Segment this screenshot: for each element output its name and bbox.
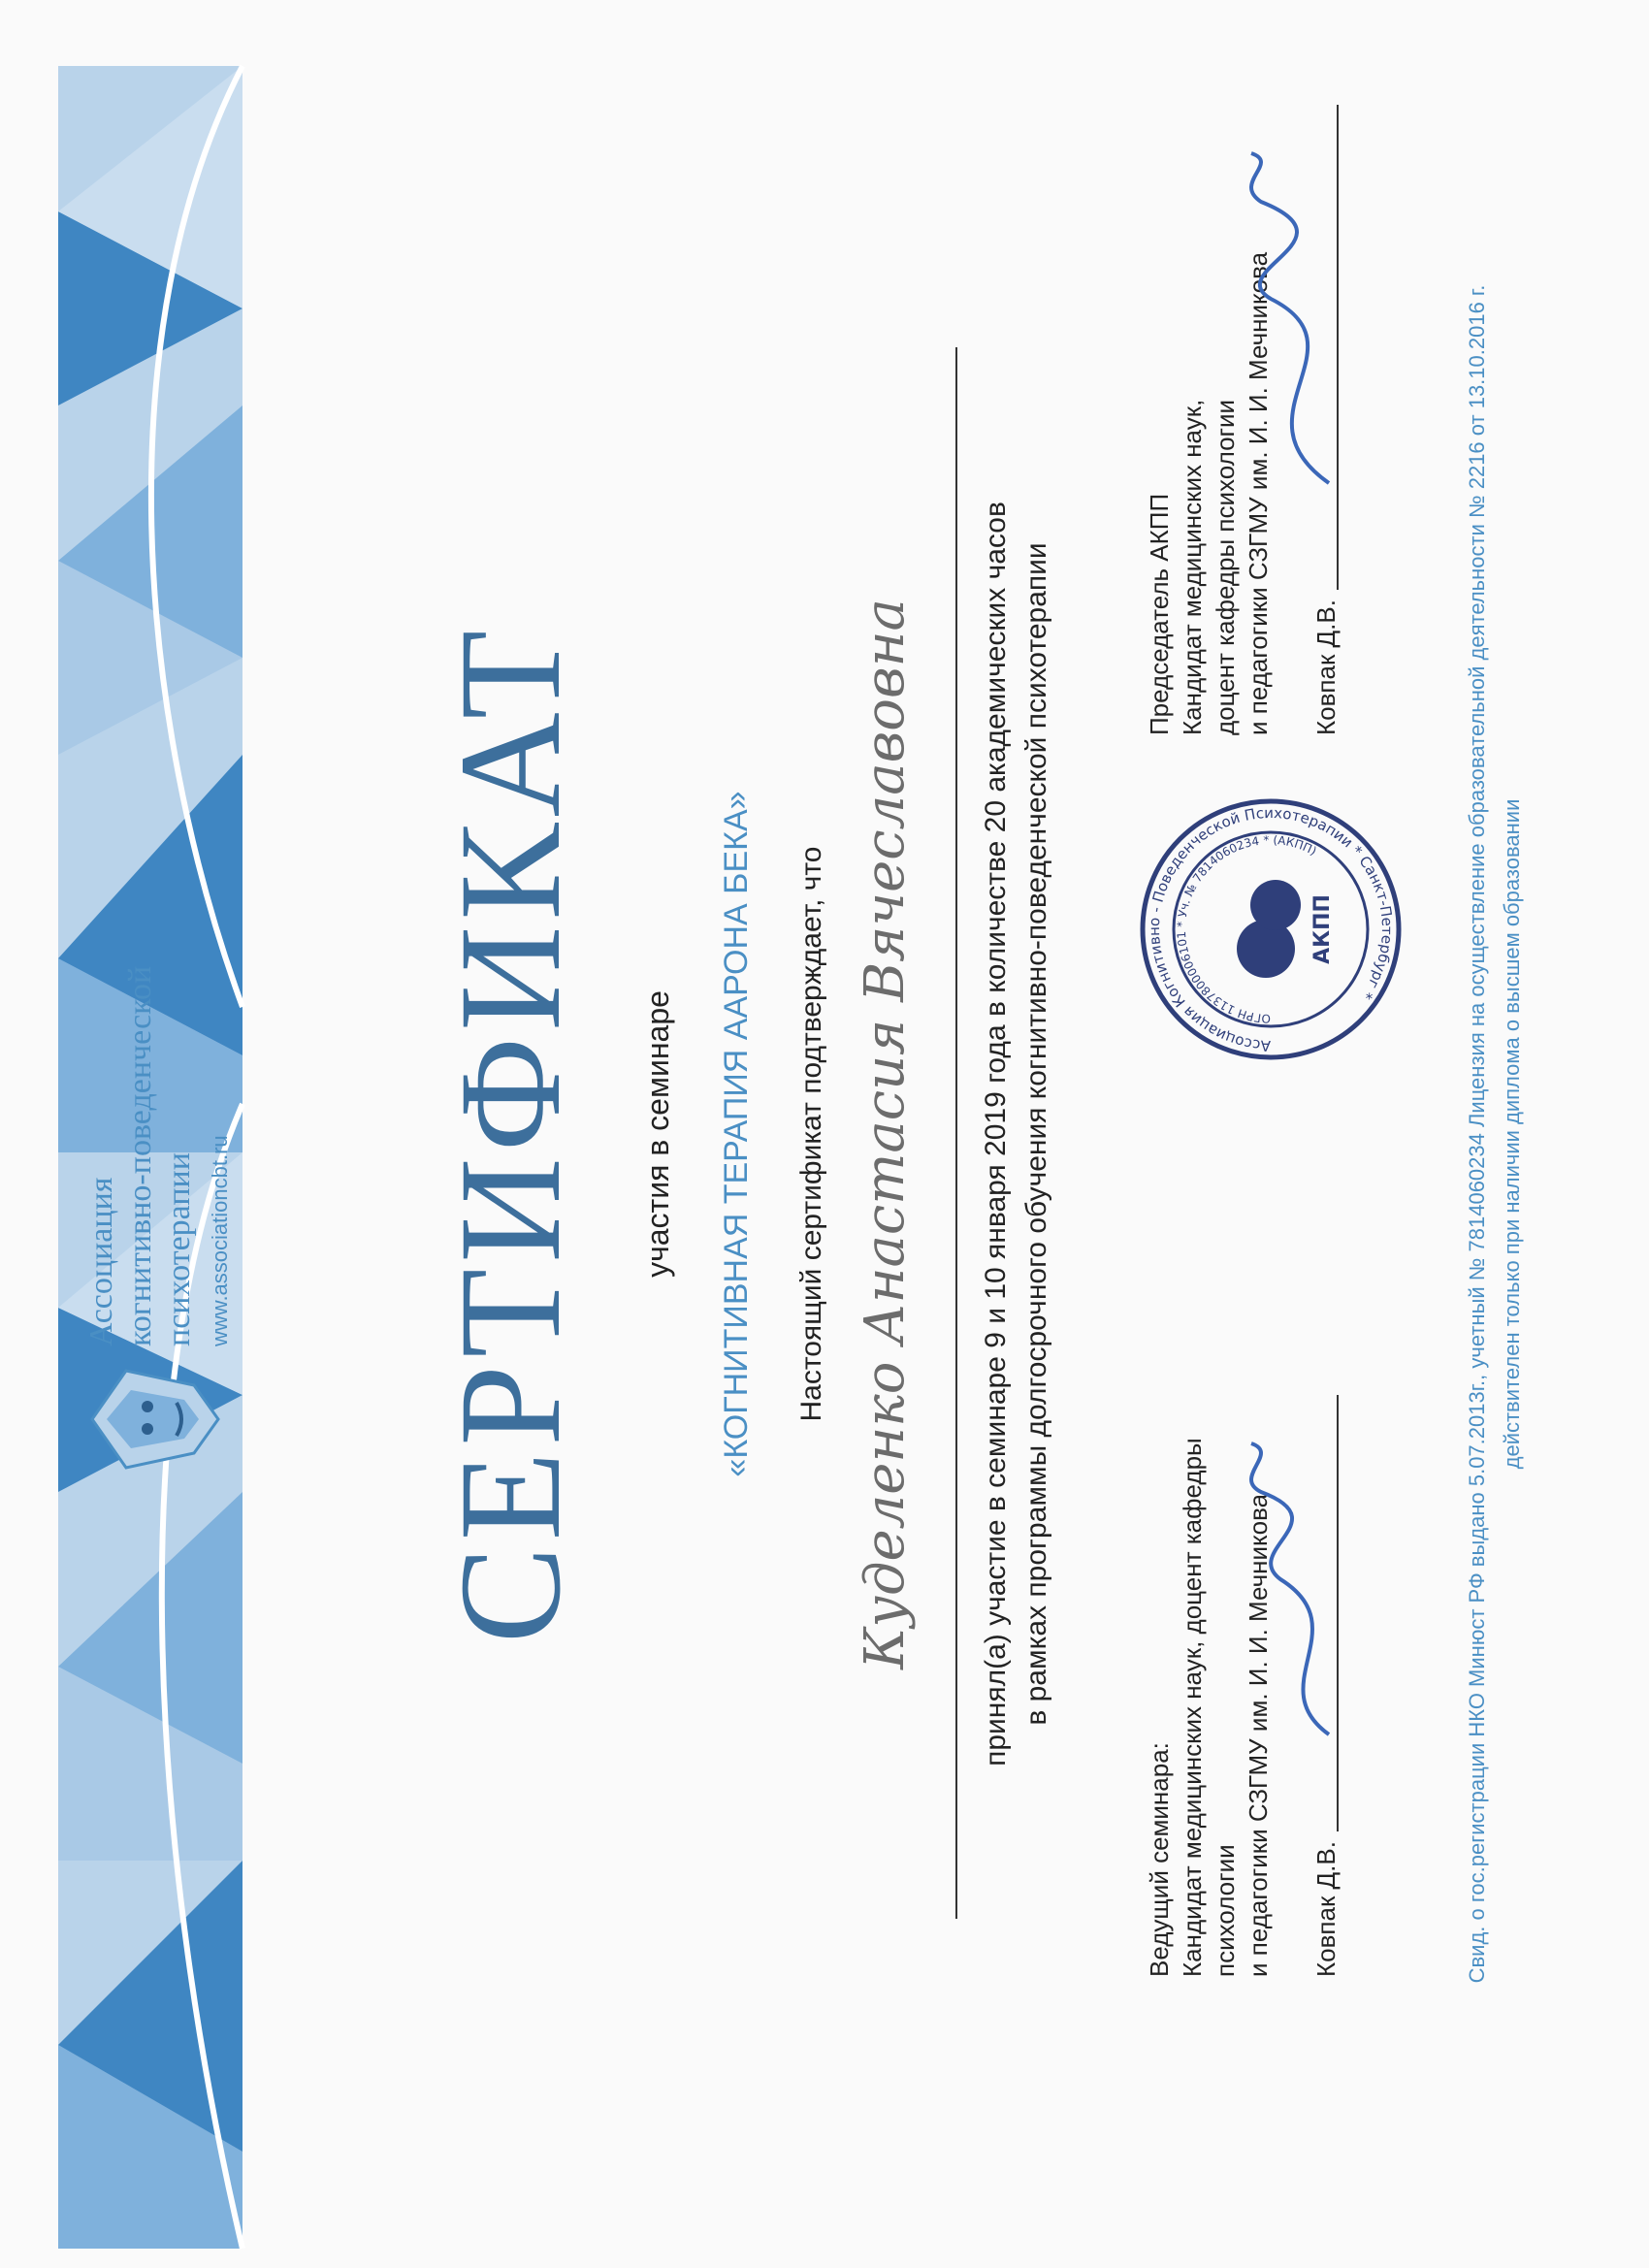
lead-line2: психологии [1211,1844,1240,1977]
lead-line3: и педагогики СЗГМУ им. И. И. Мечникова [1244,1493,1273,1977]
stamp-inner-text: ОГРН 1137800006101 * Уч. № 7814060234 * (АКПП) [1174,832,1319,1026]
participant-name-underline [955,347,957,1919]
brand-name-line2: когнитивно-поведенческой [122,965,158,1346]
participant-name: Куделенко Анастасия Вячеславовна [854,599,917,1669]
chair-line1: Кандидат медицинских наук, [1178,399,1207,735]
brand-website-link[interactable]: www.associationcbt.ru [208,1135,232,1346]
body-line2: в рамках программы долгосрочного обучения когнитивно-поведенческой психотерапии [1020,542,1052,1726]
stamp-center-label: АКПП [1310,894,1335,964]
certificate-intro: Настоящий сертификат подтверждает, что [795,846,827,1422]
lead-signature-scribble [1222,1434,1368,1744]
chair-signature-block [1145,37,1397,735]
certificate-title: СЕРТИФИКАТ [430,624,591,1644]
certificate-subtitle: участия в семинаре [640,990,675,1278]
chair-role: Председатель АКПП [1145,493,1174,735]
lead-line1: Кандидат медицинских наук, доцент кафедры [1178,1438,1207,1977]
chair-line3: и педагогики СЗГМУ им. И. И. Мечникова [1244,251,1273,735]
chair-signature-scribble [1212,144,1377,493]
logo [68,794,281,1473]
organization-stamp [1135,794,1406,1065]
body-line1: принял(а) участие в семинаре 9 и 10 января 2019 года в количестве 20 академических часов [980,502,1012,1766]
lead-name: Ковпак Д.В. [1311,1841,1341,1977]
logo-emblem [87,1366,223,1473]
chair-line2: доцент кафедры психологии [1211,399,1240,735]
chair-name: Ковпак Д.В. [1311,599,1341,735]
brand-name-line3: психотерапии [161,1152,197,1346]
stamp-ring-text: Ассоциация Когнитивно - Поведенческой Психотерапии * Санкт-Петербург * [1145,803,1397,1055]
license-footer: Свид. о гос.регистрации НКО Минюст РФ выдано 5.07.2013г., учетный № 7814060234 Лицензия на осуществление образовательной деятельности № 2216 от 13.10.2016 г. [1465,284,1489,1984]
lead-signature-block [1145,1104,1397,1977]
brand-name-line1: Ассоциация [83,1177,119,1346]
lead-role: Ведущий семинара: [1145,1742,1174,1977]
seminar-name: «КОГНИТИВНАЯ ТЕРАПИЯ ААРОНА БЕКА» [718,791,755,1477]
validity-footer: действителен только при наличии диплома о высшем образовании [1500,798,1524,1470]
